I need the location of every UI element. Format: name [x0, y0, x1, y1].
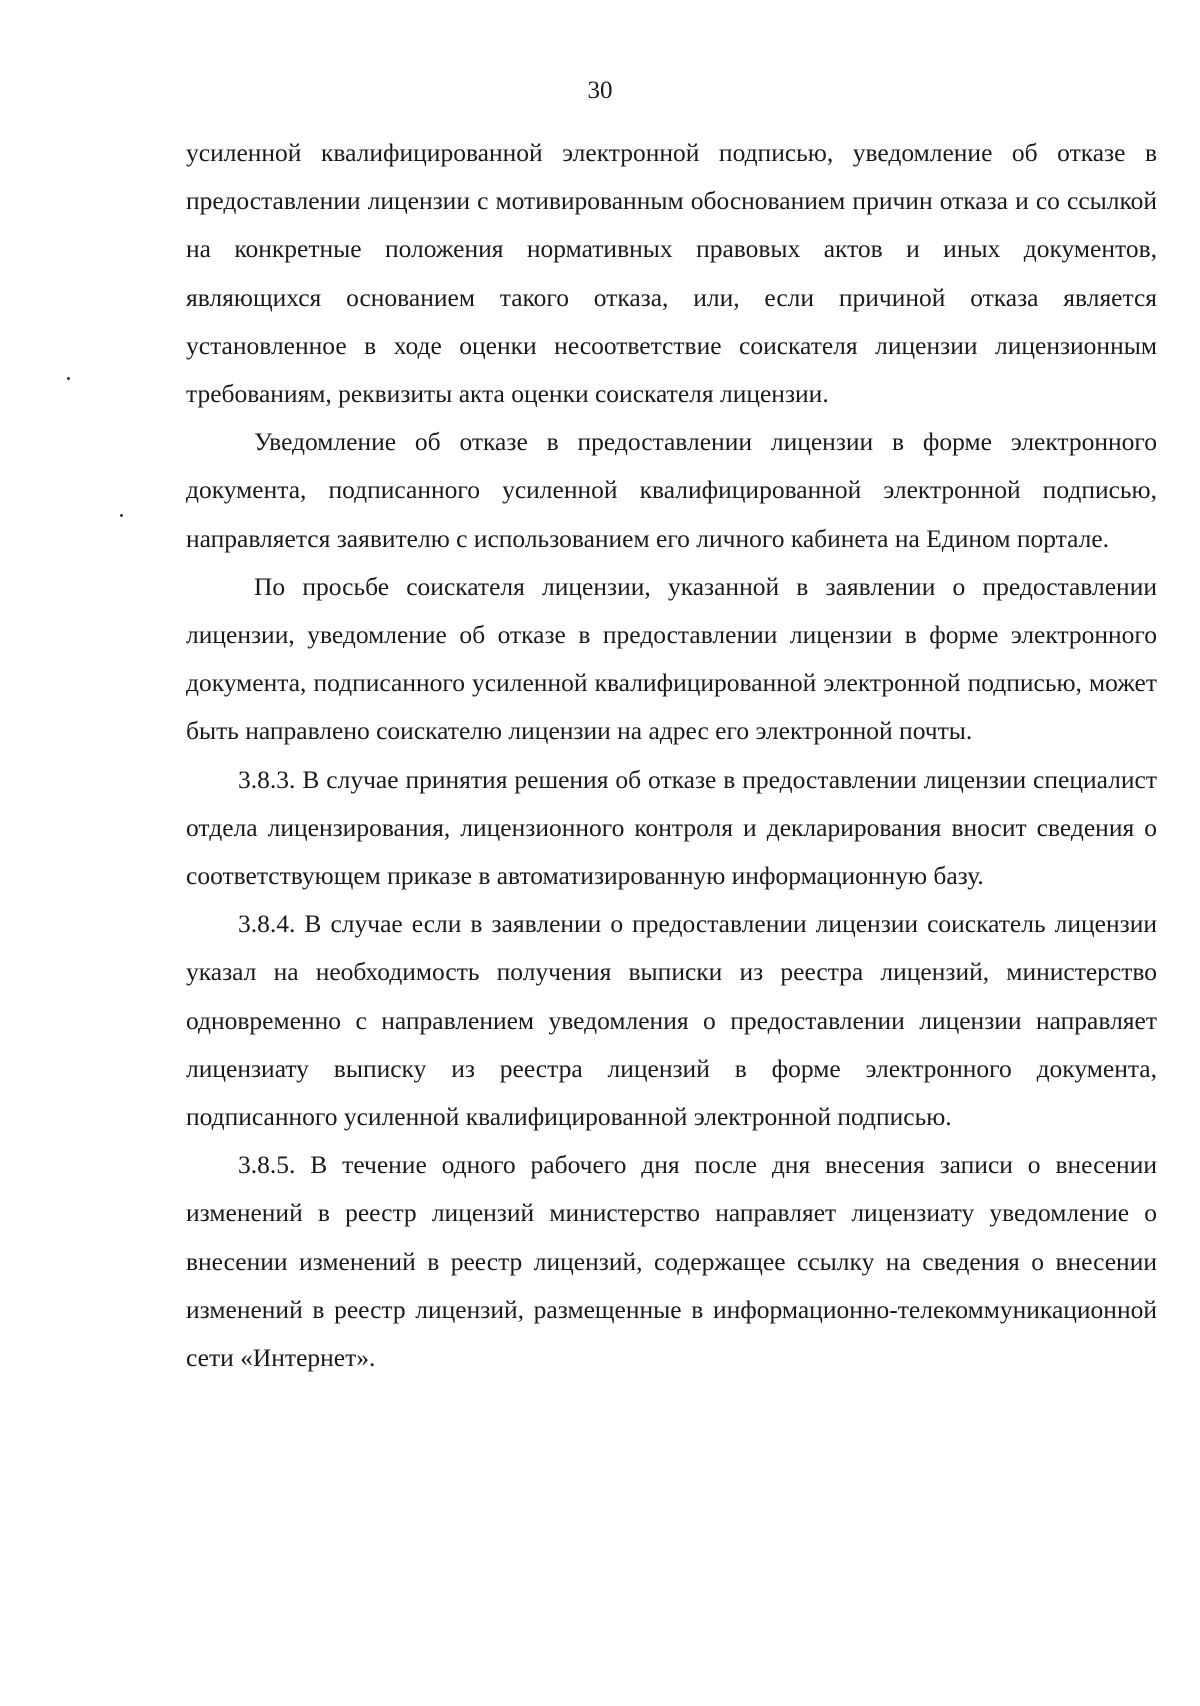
scan-speck	[120, 514, 123, 517]
paragraph-3-8-5: 3.8.5. В течение одного рабочего дня после дня внесения записи о внесении изменений в реестр лицензий министерство направляет лицензиату уведомление о внесении изменений в реестр лицензий, содержащее ссылку на сведения о внесении изменений в реестр лицензий, размещенные в информационно-телекоммуникационной сети «Интернет».	[186, 1150, 1157, 1373]
paragraph-notice-delivery: Уведомление об отказе в предоставлении лицензии в форме электронного документа, подписанного усиленной квалифицированной электронной подписью, направляется заявителю с использованием его личного кабинета на Едином портале.	[186, 427, 1157, 553]
paragraph-continuation: усиленной квалифицированной электронной подписью, уведомление об отказе в предоставлении лицензии с мотивированным обоснованием причин отказа и со ссылкой на конкретные положения нормативных правовых актов и иных документов, являющихся основанием такого отказа, или, если причиной отказа является установленное в ходе оценки несоответствие соискателя лицензии лицензионным требованиям, реквизиты акта оценки соискателя лицензии.	[186, 138, 1157, 409]
paragraph-3-8-3: 3.8.3. В случае принятия решения об отказе в предоставлении лицензии специалист отдела лицензирования, лицензионного контроля и декларирования вносит сведения о соответствующем приказе в автоматизированную информационную базу.	[186, 764, 1157, 891]
scan-speck	[67, 377, 70, 380]
paragraph-email-request: По просьбе соискателя лицензии, указанной в заявлении о предоставлении лицензии, уведомление об отказе в предоставлении лицензии в форме электронного документа, подписанного усиленной квалифицированной электронной подписью, может быть направлено соискателю лицензии на адрес его электронной почты.	[186, 571, 1157, 746]
paragraph-3-8-4: 3.8.4. В случае если в заявлении о предоставлении лицензии соискатель лицензии указал на необходимость получения выписки из реестра лицензий, министерство одновременно с направлением уведомления о предоставлении лицензии направляет лицензиату выписку из реестра лицензий в форме электронного документа, подписанного усиленной квалифицированной электронной подписью.	[186, 909, 1157, 1132]
page-number: 30	[587, 77, 613, 104]
document-body	[186, 129, 1157, 1382]
